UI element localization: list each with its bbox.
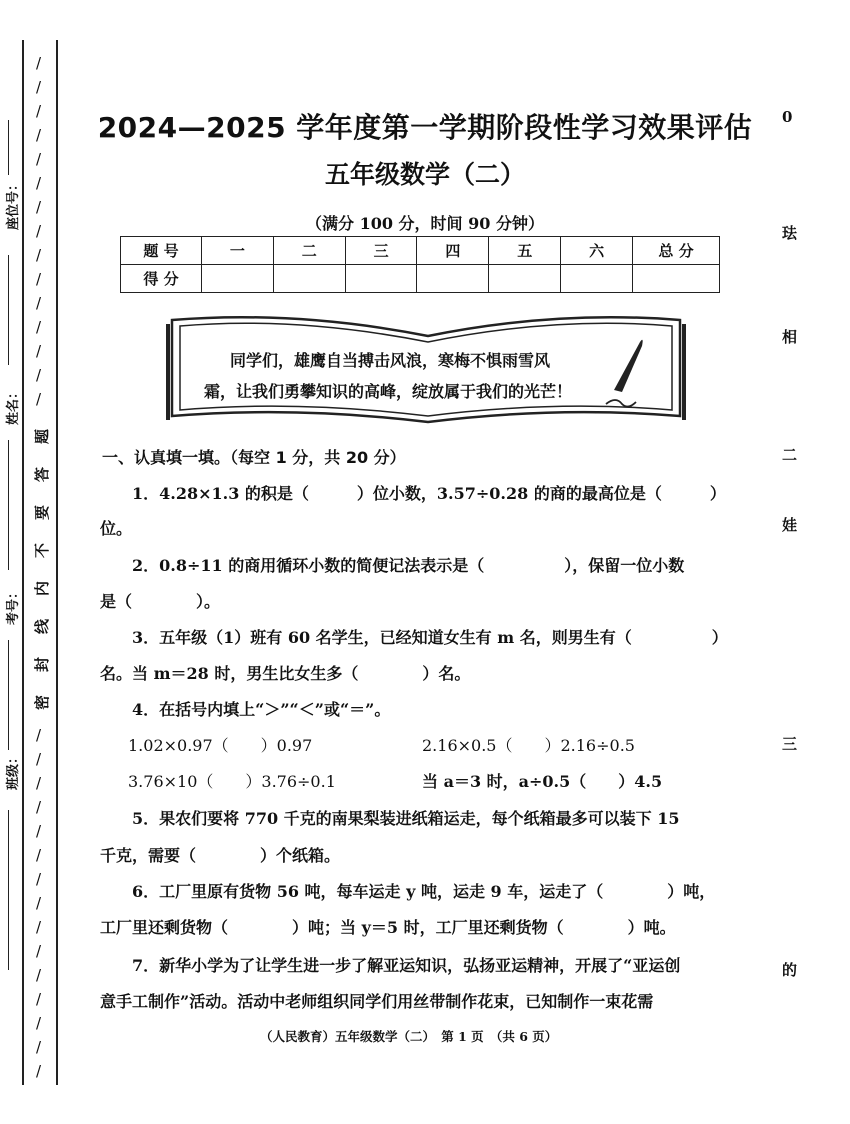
binding-slash: / xyxy=(36,1014,42,1032)
binding-slash: / xyxy=(36,894,42,912)
binding-slash: / xyxy=(36,294,42,312)
binding-slash: / xyxy=(36,750,42,768)
binding-warning-char: 密 xyxy=(33,694,52,711)
question-5: 5．果农们要将 770 千克的南果梨装进纸箱运走，每个纸箱最多可以装下 15 xyxy=(132,809,680,828)
question-4: 4．在括号内填上“＞”“＜”或“＝”。 xyxy=(132,700,391,719)
question-2-cont: 是（ ）。 xyxy=(100,592,221,611)
binding-slash: / xyxy=(36,174,42,192)
score-table-score-row xyxy=(121,265,720,293)
binding-slash: / xyxy=(36,102,42,120)
question-7-cont: 意手工制作”活动。活动中老师组织同学们用丝带制作花束，已知制作一束花需 xyxy=(100,992,654,1011)
score-cell: 五 xyxy=(489,237,561,265)
question-5-cont: 千克，需要（ ）个纸箱。 xyxy=(100,846,341,865)
section-1-heading: 一、认真填一填。（每空 1 分，共 20 分） xyxy=(102,448,406,467)
page-footer: （人民教育）五年级数学（二） 第 1 页 （共 6 页） xyxy=(260,1029,558,1044)
binding-slash: / xyxy=(36,246,42,264)
binding-slash: / xyxy=(36,198,42,216)
score-input-cell[interactable] xyxy=(273,265,345,293)
score-cell: 总 分 xyxy=(633,237,720,265)
question-3-cont: 名。当 m＝28 时，男生比女生多（ ）名。 xyxy=(100,664,471,683)
score-table-header-row xyxy=(121,237,720,265)
score-input-cell[interactable] xyxy=(202,265,274,293)
binding-warning-char: 要 xyxy=(33,504,52,521)
binding-slash: / xyxy=(36,390,42,408)
binding-warning-char: 题 xyxy=(33,428,52,445)
next-page-glyph: 三 xyxy=(782,735,798,753)
score-input-cell[interactable] xyxy=(345,265,417,293)
exam-subtitle: 五年级数学（二） xyxy=(324,160,525,189)
binding-slash: / xyxy=(36,126,42,144)
banner-line-1: 同学们，雄鹰自当搏击风浪，寒梅不惧雨雪风 xyxy=(230,351,551,370)
binding-warning-char: 不 xyxy=(33,542,52,559)
binding-slash: / xyxy=(36,78,42,96)
binding-warning-char: 内 xyxy=(33,580,52,597)
question-4-item-3: 3.76×10（ ）3.76÷0.1 xyxy=(128,772,336,791)
question-4-item-2: 2.16×0.5（ ）2.16÷0.5 xyxy=(422,736,635,755)
binding-slash: / xyxy=(36,318,42,336)
binding-slash: / xyxy=(36,222,42,240)
binding-slash: / xyxy=(36,1038,42,1056)
binding-warning-char: 答 xyxy=(33,466,52,483)
binding-warning-char: 线 xyxy=(33,618,52,635)
binding-slash: / xyxy=(36,774,42,792)
binding-slash: / xyxy=(36,798,42,816)
score-cell: 二 xyxy=(273,237,345,265)
binding-slash: / xyxy=(36,822,42,840)
score-cell: 六 xyxy=(561,237,633,265)
score-cell: 得 分 xyxy=(121,265,202,293)
score-input-cell[interactable] xyxy=(633,265,720,293)
next-page-glyph: 娃 xyxy=(782,516,798,534)
name-underline xyxy=(8,255,9,365)
class-underline xyxy=(8,640,9,750)
binding-line-outer xyxy=(22,40,24,1085)
exam-title: 2024—2025 学年度第一学期阶段性学习效果评估 xyxy=(97,111,753,144)
question-6-cont: 工厂里还剩货物（ ）吨；当 y＝5 时，工厂里还剩货物（ ）吨。 xyxy=(100,918,676,937)
score-cell: 四 xyxy=(417,237,489,265)
question-2: 2．0.8÷11 的商用循环小数的简便记法表示是（ ），保留一位小数 xyxy=(132,556,685,575)
question-1-cont: 位。 xyxy=(100,519,133,538)
question-3: 3．五年级（1）班有 60 名学生，已经知道女生有 m 名，则男生有（ ） xyxy=(132,628,728,647)
exam-info: （满分 100 分，时间 90 分钟） xyxy=(306,214,544,233)
number-underline xyxy=(8,440,9,570)
binding-slash: / xyxy=(36,342,42,360)
binding-slash: / xyxy=(36,366,42,384)
binding-warning-char: 封 xyxy=(33,656,52,673)
question-6: 6．工厂里原有货物 56 吨，每车运走 y 吨，运走 9 车，运走了（ ）吨， xyxy=(132,882,716,901)
question-4-item-4: 当 a＝3 时，a÷0.5（ ）4.5 xyxy=(422,772,663,791)
next-page-glyph: 0 xyxy=(782,108,793,126)
binding-slash: / xyxy=(36,1062,42,1080)
next-page-glyph: 珐 xyxy=(782,224,798,242)
school-underline xyxy=(8,810,9,970)
score-input-cell[interactable] xyxy=(417,265,489,293)
binding-slash: / xyxy=(36,966,42,984)
question-1: 1．4.28×1.3 的积是（ ）位小数，3.57÷0.28 的商的最高位是（ ） xyxy=(132,484,726,503)
number-label: 考号： xyxy=(6,585,21,625)
binding-slash: / xyxy=(36,726,42,744)
score-cell: 一 xyxy=(202,237,274,265)
score-table xyxy=(120,236,720,293)
banner-line-2: 霜，让我们勇攀知识的高峰，绽放属于我们的光芒！ xyxy=(204,382,573,401)
score-input-cell[interactable] xyxy=(489,265,561,293)
class-label: 班级： xyxy=(6,750,21,790)
binding-slash: / xyxy=(36,54,42,72)
seat-label: 座位号： xyxy=(6,177,21,230)
score-input-cell[interactable] xyxy=(561,265,633,293)
next-page-glyph: 二 xyxy=(782,446,798,464)
binding-slash: / xyxy=(36,150,42,168)
binding-slash: / xyxy=(36,990,42,1008)
binding-line-inner xyxy=(56,40,58,1085)
binding-slash: / xyxy=(36,270,42,288)
name-label: 姓名： xyxy=(6,385,21,425)
question-7: 7．新华小学为了让学生进一步了解亚运知识，弘扬亚运精神，开展了“亚运创 xyxy=(132,956,681,975)
binding-slash: / xyxy=(36,942,42,960)
binding-slash: / xyxy=(36,846,42,864)
binding-slash: / xyxy=(36,918,42,936)
binding-slash: / xyxy=(36,870,42,888)
next-page-glyph: 相 xyxy=(782,328,798,346)
question-4-item-1: 1.02×0.97（ ）0.97 xyxy=(128,736,313,755)
next-page-glyph: 的 xyxy=(782,961,798,979)
score-cell: 三 xyxy=(345,237,417,265)
score-cell: 题 号 xyxy=(121,237,202,265)
